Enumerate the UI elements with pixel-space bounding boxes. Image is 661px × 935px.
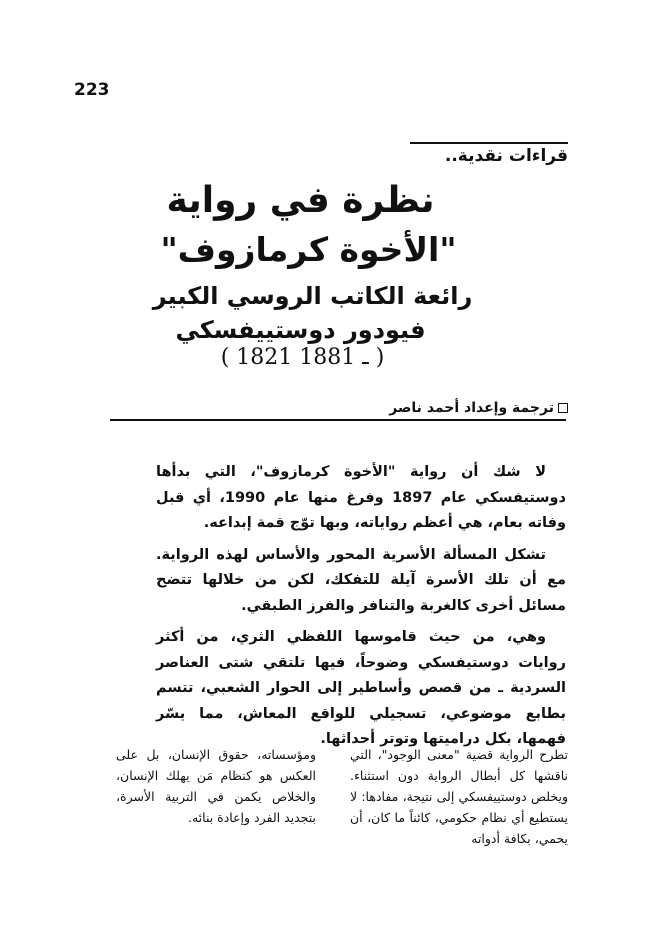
title-line-1: نظرة في رواية [166,180,435,221]
subtitle-line-2: فيودور دوستييفسكي [175,316,426,344]
square-bullet-icon [558,403,568,413]
author-years: ( 1821 ـ 1881 ) [220,345,385,370]
body-column-left: ومؤسساته، حقوق الإنسان، بل على العكس هو كنظام مَن يهلك الإنسان، والخلاص يكمن في التربية الأسرة، بتجديد الفرد وإعادة بنائه. [116,747,316,825]
subtitle-line-1: رائعة الكاتب الروسي الكبير [152,282,473,310]
title-line-2: "الأخوة كرمازوف" [160,230,457,269]
body-column-right: تطرح الرواية قضية "معنى الوجود"، التي ناقشها كل أبطال الرواية دون استثناء. ويخلص دوستييفسكي إلى نتيجة، مفادها: لا يستطيع أي نظام حكومي، كائناً ما كان، أن يحمي، بكافة أدواته [350,747,568,846]
section-rule [410,142,568,144]
lead-block [156,460,566,759]
section-label: قراءات نقدية.. [444,146,568,166]
byline [389,400,568,416]
byline-text: ترجمة وإعداد أحمد ناصر [389,400,554,416]
lead-paragraph-2: تشكل المسألة الأسرية المحور والأساس لهذه الرواية. مع أن تلك الأسرة آيلة للتفكك، لكن من خلالها تتضح مسائل أخرى كالغربة والتنافر والفرز الطبقي. [156,546,566,614]
lead-paragraph-3: وهي، من حيث قاموسها اللفظي الثري، من أكثر روايات دوستيفسكي وضوحاً، فيها تلتقي شتى العناصر السردية ـ من قصص وأساطير إلى الحوار الشعبي، تتسم بطابع موضوعي، تسجيلي للواقع المعاش، مما يسّر فهمها، بكل دراميتها وتوتر أحداثها. [156,629,566,747]
page-number: 223 [74,80,110,100]
lead-paragraph-1: لا شك أن رواية "الأخوة كرمازوف"، التي بدأها دوستيفسكي عام 1897 وفرغ منها عام 1990، أي قبل وفاته بعام، هي أعظم رواياته، وبها توّج قمة إبداعه. [156,464,566,531]
byline-rule [110,419,566,421]
